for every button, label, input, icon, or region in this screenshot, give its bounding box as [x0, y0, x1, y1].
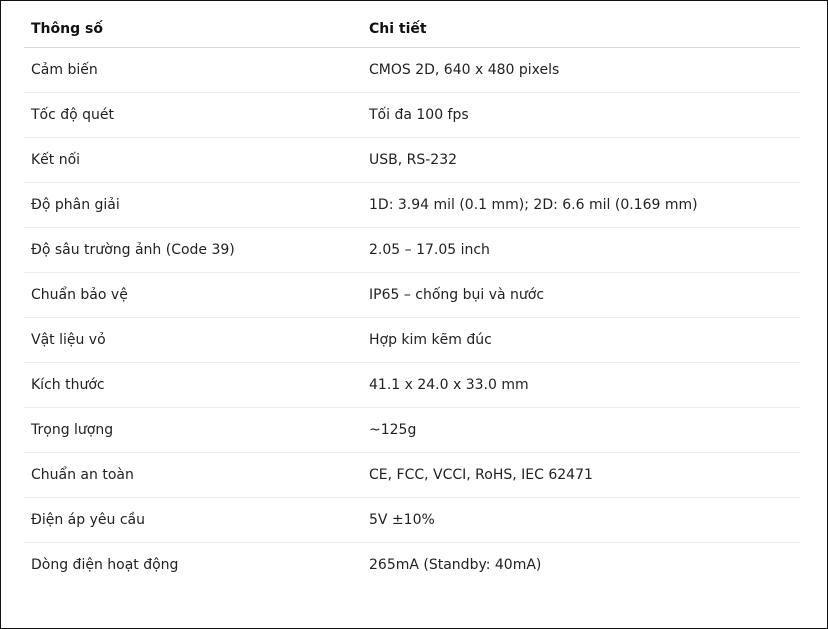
spec-table-header	[24, 11, 800, 48]
parameter-cell: Tốc độ quét	[24, 93, 362, 138]
detail-cell: USB, RS-232	[362, 138, 800, 183]
detail-cell: CE, FCC, VCCI, RoHS, IEC 62471	[362, 453, 800, 498]
parameter-cell: Trọng lượng	[24, 408, 362, 453]
header-parameter: Thông số	[24, 11, 362, 48]
table-row	[24, 48, 800, 93]
detail-cell: IP65 – chống bụi và nước	[362, 273, 800, 318]
detail-cell: 41.1 x 24.0 x 33.0 mm	[362, 363, 800, 408]
table-row	[24, 183, 800, 228]
detail-cell: Hợp kim kẽm đúc	[362, 318, 800, 363]
table-row	[24, 363, 800, 408]
detail-cell: 265mA (Standby: 40mA)	[369, 557, 542, 573]
detail-cell: CMOS 2D, 640 x 480 pixels	[362, 48, 800, 93]
detail-cell: ~125g	[362, 408, 800, 453]
detail-cell: 1D: 3.94 mil (0.1 mm); 2D: 6.6 mil (0.169 mm)	[362, 183, 800, 228]
parameter-cell: Điện áp yêu cầu	[24, 498, 362, 543]
table-row	[24, 93, 800, 138]
parameter-cell: Chuẩn an toàn	[24, 453, 362, 498]
parameter-cell: Kích thước	[24, 363, 362, 408]
table-row	[24, 453, 800, 498]
spec-table-body	[24, 48, 800, 588]
spec-table	[24, 11, 800, 587]
parameter-cell: Cảm biến	[24, 48, 362, 93]
detail-cell: 2.05 – 17.05 inch	[362, 228, 800, 273]
table-row	[24, 543, 800, 588]
table-row	[24, 273, 800, 318]
table-row	[24, 318, 800, 363]
table-row	[24, 228, 800, 273]
parameter-cell: Độ sâu trường ảnh (Code 39)	[24, 228, 362, 273]
table-row	[24, 408, 800, 453]
header-row	[24, 11, 800, 48]
parameter-cell: Dòng điện hoạt động	[31, 557, 179, 573]
parameter-cell: Kết nối	[24, 138, 362, 183]
parameter-cell: Vật liệu vỏ	[24, 318, 362, 363]
parameter-cell: Độ phân giải	[24, 183, 362, 228]
table-row	[24, 138, 800, 183]
detail-cell: Tối đa 100 fps	[362, 93, 800, 138]
header-detail: Chi tiết	[362, 11, 800, 48]
parameter-cell: Chuẩn bảo vệ	[24, 273, 362, 318]
table-row	[24, 498, 800, 543]
detail-cell: 5V ±10%	[362, 498, 800, 543]
